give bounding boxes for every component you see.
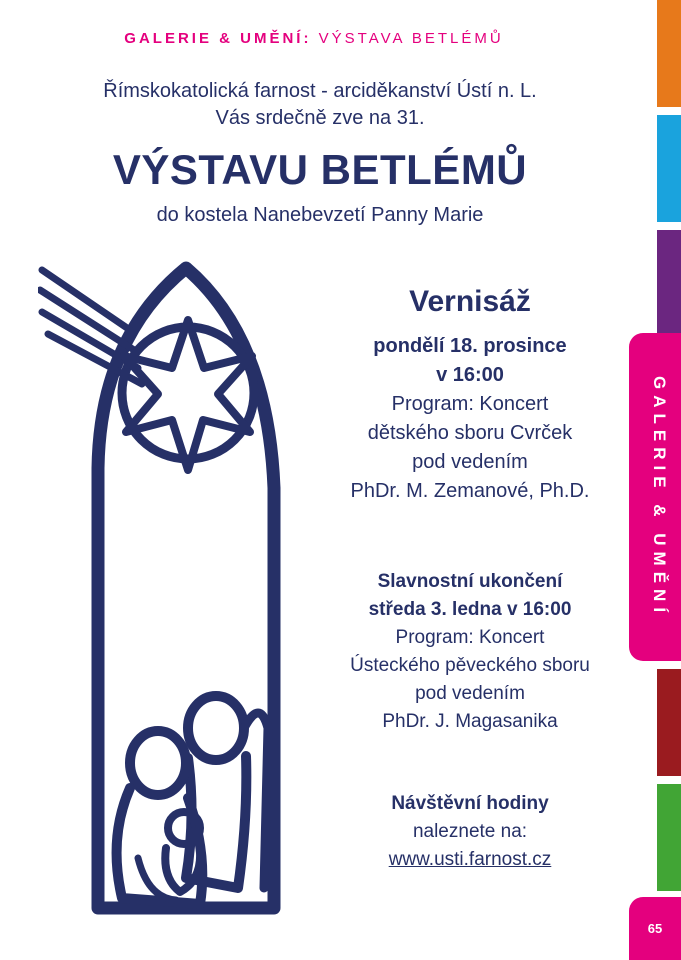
closing-program-2: Ústeckého pěveckého sboru	[350, 655, 590, 676]
hours-line: naleznete na:	[412, 821, 528, 842]
closing-heading: Slavnostní ukončení	[377, 571, 563, 592]
tab-dark-red[interactable]	[657, 669, 681, 776]
page-subtitle: do kostela Nanebevzetí Panny Marie	[156, 204, 484, 226]
section-header-bold: GALERIE & UMĚNÍ:	[124, 30, 312, 47]
page-title: VÝSTAVU BETLÉMŮ	[112, 146, 528, 193]
closing-details	[330, 568, 610, 736]
joseph-halo	[188, 696, 244, 760]
closing-program-1: Program: Koncert	[395, 627, 545, 648]
tab-green[interactable]	[657, 784, 681, 891]
vernisaz-program-4: PhDr. M. Zemanové, Ph.D.	[350, 480, 590, 502]
vernisaz-date: pondělí 18. prosince	[373, 335, 567, 357]
hours-heading: Návštěvní hodiny	[391, 793, 549, 814]
section-header	[0, 30, 628, 47]
website-link[interactable]: www.usti.farnost.cz	[388, 849, 552, 870]
vernisaz-program-2: dětského sboru Cvrček	[367, 422, 573, 444]
intro-text	[0, 78, 640, 132]
page-number: 65	[629, 897, 681, 960]
vernisaz-details	[330, 332, 610, 506]
closing-program-4: PhDr. J. Magasanika	[382, 711, 558, 732]
vernisaz-program-3: pod vedením	[412, 451, 528, 473]
section-header-rest: VÝSTAVA BETLÉMŮ	[318, 30, 504, 47]
tab-orange[interactable]	[657, 0, 681, 107]
side-label-tab[interactable]	[629, 333, 681, 661]
opening-hours	[330, 790, 610, 874]
closing-program-3: pod vedením	[415, 683, 525, 704]
vernisaz-program-1: Program: Koncert	[391, 393, 549, 415]
nativity-illustration	[38, 258, 300, 918]
tab-blue[interactable]	[657, 115, 681, 222]
intro-line-1: Římskokatolická farnost - arciděkanství Ústí n. L.	[103, 80, 537, 102]
side-label-text: GALERIE & UMĚNÍ	[650, 375, 669, 619]
vernisaz-heading: Vernisáž	[409, 285, 531, 318]
tab-purple[interactable]	[657, 230, 681, 333]
intro-line-2: Vás srdečně zve na 31.	[215, 107, 425, 129]
closing-date: středa 3. ledna v 16:00	[368, 599, 572, 620]
mary-halo	[130, 731, 186, 795]
vernisaz-time: v 16:00	[436, 364, 504, 386]
star-circle	[122, 327, 254, 459]
